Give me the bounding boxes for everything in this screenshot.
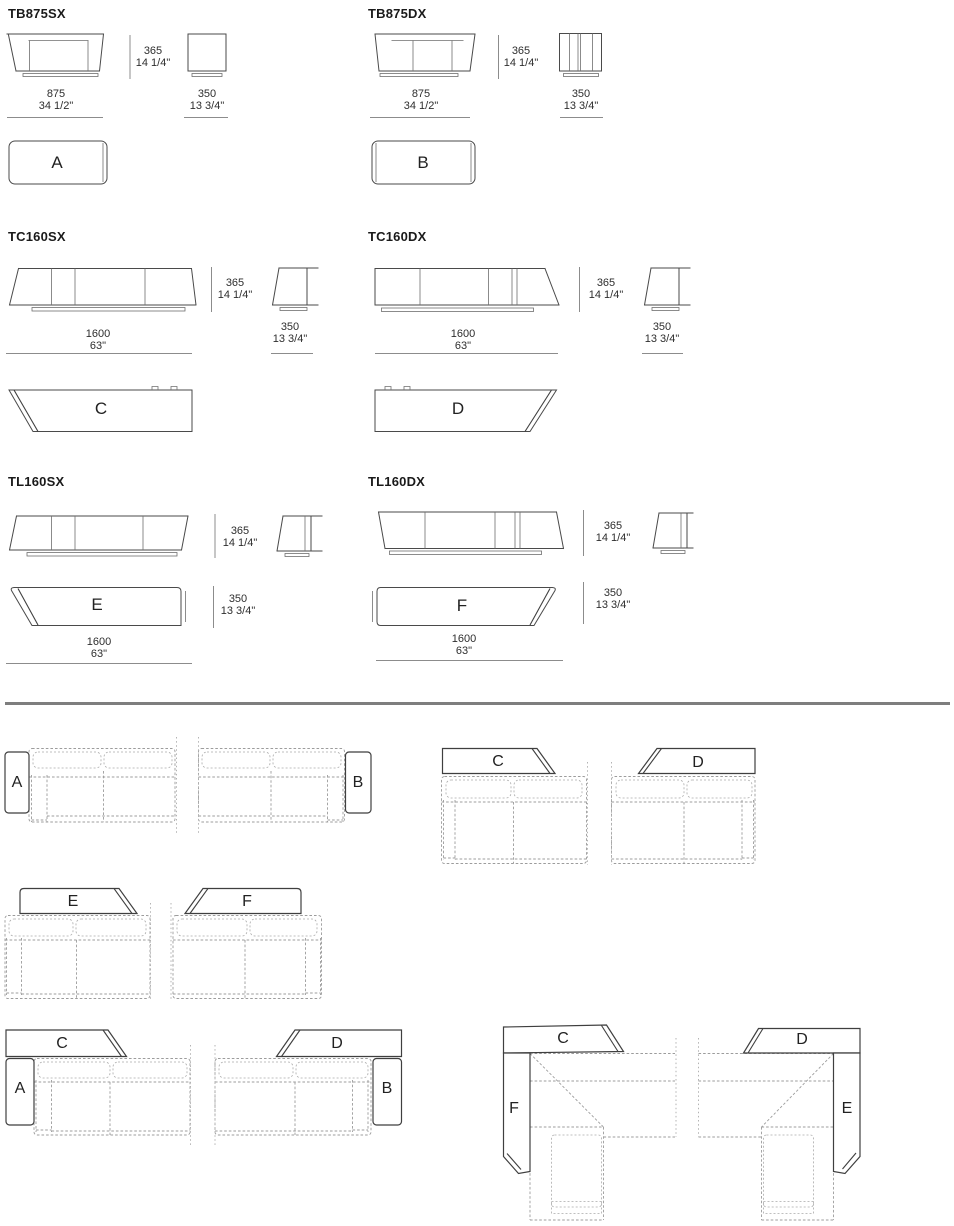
- junction-lines: [588, 762, 612, 865]
- depth-dim: 350 13 3/4": [272, 321, 308, 345]
- product-code: TB875SX: [8, 6, 66, 21]
- junction-lines: [191, 1045, 216, 1145]
- combo-label-b2: B: [381, 1080, 393, 1097]
- combo-label-e: E: [67, 893, 79, 910]
- plan-label-b: B: [417, 153, 429, 172]
- product-code: TL160SX: [8, 474, 65, 489]
- combo-label-c2: C: [56, 1035, 68, 1052]
- combo-label-c: C: [492, 753, 504, 770]
- combo-label-d3: D: [796, 1031, 808, 1048]
- height-dim: 365 14 1/4": [503, 45, 539, 69]
- depth-dim: 350 13 3/4": [189, 88, 225, 112]
- depth-dim: 350 13 3/4": [563, 88, 599, 112]
- width-dim: 875 34 1/2": [403, 88, 439, 112]
- combinations-section: [0, 712, 954, 1226]
- tc160dx-front-view: [375, 269, 559, 312]
- product-code: TC160SX: [8, 229, 66, 244]
- tb875sx-drawing: [0, 0, 360, 224]
- combinations-drawing: [0, 712, 954, 1226]
- tb875sx-side-view: [188, 34, 226, 77]
- product-code: TL160DX: [368, 474, 426, 489]
- combo-ef-sofas: [5, 889, 322, 1001]
- combo-label-a2: A: [14, 1080, 26, 1097]
- product-panel-tb875dx: [360, 0, 700, 224]
- product-code: TC160DX: [368, 229, 427, 244]
- width-dim: 1600 63": [85, 328, 111, 352]
- height-dim: 365 14 1/4": [217, 277, 253, 301]
- depth-dim: 350 13 3/4": [595, 587, 631, 611]
- tl160sx-drawing: [0, 472, 360, 702]
- height-dim: 365 14 1/4": [588, 277, 624, 301]
- plan-label-c: C: [94, 399, 108, 418]
- width-dim: 1600 63": [450, 328, 476, 352]
- console-e-plan: [20, 889, 137, 914]
- tb875sx-front-view: [7, 34, 104, 77]
- combo-corner-sofas: [504, 1025, 861, 1220]
- plan-label-d: D: [451, 399, 465, 418]
- product-code: TB875DX: [368, 6, 427, 21]
- combo-ab-sofas: [5, 737, 371, 835]
- combo-label-a: A: [11, 774, 23, 791]
- section-divider: [5, 702, 950, 705]
- combo-label-d2: D: [331, 1035, 343, 1052]
- product-panel-tl160sx: [0, 472, 360, 702]
- tb875dx-front-view: [375, 34, 475, 77]
- tl160dx-side-view: [653, 513, 693, 554]
- tb875dx-drawing: [360, 0, 700, 224]
- tb875dx-side-view: [560, 34, 602, 77]
- tc160sx-side-view: [273, 268, 319, 311]
- plan-label-a: A: [51, 153, 63, 172]
- product-panel-tc160dx: [360, 228, 700, 472]
- plan-label-f: F: [456, 596, 468, 615]
- tl160sx-front-view: [10, 516, 189, 556]
- height-dim: 365 14 1/4": [135, 45, 171, 69]
- combo-label-f3: F: [509, 1100, 519, 1117]
- depth-dim: 350 13 3/4": [220, 593, 256, 617]
- tl160dx-drawing: [360, 472, 700, 702]
- depth-dim: 350 13 3/4": [644, 321, 680, 345]
- height-dim: 365 14 1/4": [595, 520, 631, 544]
- junction-lines: [177, 737, 199, 835]
- combo-label-e3: E: [841, 1100, 853, 1117]
- width-dim: 1600 63": [86, 636, 112, 660]
- product-panel-tc160sx: [0, 228, 360, 472]
- tc160sx-front-view: [10, 269, 197, 312]
- combo-label-f: F: [242, 893, 252, 910]
- height-dim: 365 14 1/4": [222, 525, 258, 549]
- tc160dx-plan-view: [375, 387, 557, 432]
- tc160sx-drawing: [0, 228, 360, 472]
- product-panel-tl160dx: [360, 472, 700, 702]
- tl160sx-side-view: [277, 516, 322, 557]
- combo-label-d: D: [692, 754, 704, 771]
- combo-label-c3: C: [557, 1030, 569, 1047]
- width-dim: 1600 63": [451, 633, 477, 657]
- tl160dx-front-view: [379, 512, 564, 555]
- combo-label-b: B: [352, 774, 364, 791]
- tc160dx-side-view: [645, 268, 691, 311]
- product-panel-tb875sx: [0, 0, 360, 224]
- junction-lines: [151, 903, 172, 1000]
- tc160dx-drawing: [360, 228, 700, 472]
- combo-cd-sofas: [442, 749, 756, 866]
- plan-label-e: E: [91, 595, 103, 614]
- width-dim: 875 34 1/2": [38, 88, 74, 112]
